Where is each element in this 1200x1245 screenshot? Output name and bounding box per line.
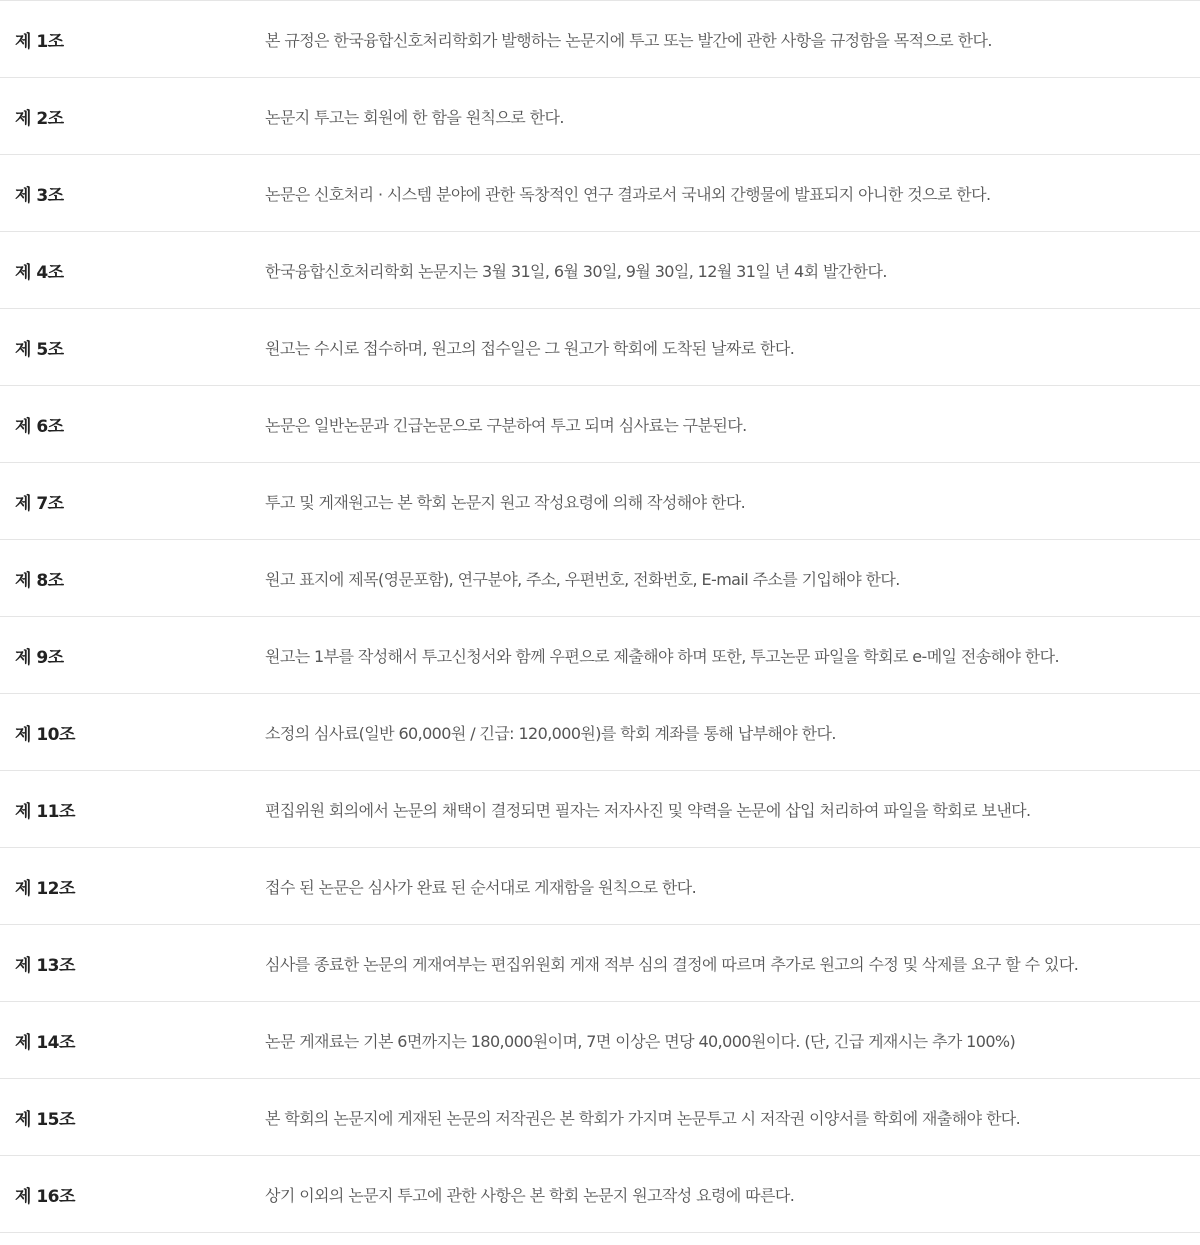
article-number: 제 5조 — [15, 339, 64, 360]
article-number: 제 16조 — [15, 1186, 75, 1207]
article-number: 제 7조 — [15, 493, 64, 514]
rule-row — [0, 1, 1200, 78]
rule-row — [0, 309, 1200, 386]
rule-row — [0, 463, 1200, 540]
article-text: 논문지 투고는 회원에 한 함을 원칙으로 한다. — [265, 107, 564, 127]
article-text: 본 규정은 한국융합신호처리학회가 발행하는 논문지에 투고 또는 발간에 관한 사항을 규정함을 목적으로 한다. — [265, 30, 992, 50]
article-number: 제 2조 — [15, 108, 64, 129]
article-number: 제 14조 — [15, 1032, 75, 1053]
article-text: 본 학회의 논문지에 게재된 논문의 저작권은 본 학회가 가지며 논문투고 시 저작권 이양서를 학회에 재출해야 한다. — [265, 1108, 1021, 1128]
rule-row — [0, 1156, 1200, 1233]
article-number: 제 6조 — [15, 416, 64, 437]
rule-row — [0, 232, 1200, 309]
article-text: 편집위원 회의에서 논문의 채택이 결정되면 필자는 저자사진 및 약력을 논문에 삽입 처리하여 파일을 학회로 보낸다. — [265, 800, 1031, 820]
rule-row — [0, 694, 1200, 771]
rule-row — [0, 1079, 1200, 1156]
article-text: 접수 된 논문은 심사가 완료 된 순서대로 게재함을 원칙으로 한다. — [265, 877, 697, 897]
article-text: 원고는 수시로 접수하며, 원고의 접수일은 그 원고가 학회에 도착된 날짜로 한다. — [265, 338, 795, 358]
article-text: 논문은 일반논문과 긴급논문으로 구분하여 투고 되며 심사료는 구분된다. — [265, 415, 747, 435]
article-text: 논문은 신호처리 · 시스템 분야에 관한 독창적인 연구 결과로서 국내외 간행물에 발표되지 아니한 것으로 한다. — [265, 184, 991, 204]
article-number: 제 15조 — [15, 1109, 75, 1130]
article-text: 소정의 심사료(일반 60,000원 / 긴급: 120,000원)를 학회 계좌를 통해 납부해야 한다. — [265, 723, 836, 743]
rule-row — [0, 848, 1200, 925]
article-number: 제 4조 — [15, 262, 64, 283]
rule-row — [0, 155, 1200, 232]
article-number: 제 10조 — [15, 724, 75, 745]
article-number: 제 3조 — [15, 185, 64, 206]
article-text: 한국융합신호처리학회 논문지는 3월 31일, 6월 30일, 9월 30일, 12월 31일 년 4회 발간한다. — [265, 261, 887, 281]
article-text: 원고는 1부를 작성해서 투고신청서와 함께 우편으로 제출해야 하며 또한, 투고논문 파일을 학회로 e-메일 전송해야 한다. — [265, 646, 1060, 666]
article-text: 논문 게재료는 기본 6면까지는 180,000원이며, 7면 이상은 면당 40,000원이다. (단, 긴급 게재시는 추가 100%) — [265, 1031, 1016, 1051]
rule-row — [0, 771, 1200, 848]
rule-row — [0, 386, 1200, 463]
article-text: 상기 이외의 논문지 투고에 관한 사항은 본 학회 논문지 원고작성 요령에 따른다. — [265, 1185, 795, 1205]
article-text: 투고 및 게재원고는 본 학회 논문지 원고 작성요령에 의해 작성해야 한다. — [265, 492, 746, 512]
rule-row — [0, 540, 1200, 617]
article-number: 제 13조 — [15, 955, 75, 976]
rule-row — [0, 617, 1200, 694]
rule-row — [0, 1002, 1200, 1079]
article-text: 원고 표지에 제목(영문포함), 연구분야, 주소, 우편번호, 전화번호, E-mail 주소를 기입해야 한다. — [265, 569, 900, 589]
article-number: 제 9조 — [15, 647, 64, 668]
article-number: 제 11조 — [15, 801, 75, 822]
article-text: 심사를 종료한 논문의 게재여부는 편집위원회 게재 적부 심의 결정에 따르며 추가로 원고의 수정 및 삭제를 요구 할 수 있다. — [265, 954, 1079, 974]
article-number: 제 12조 — [15, 878, 75, 899]
article-number: 제 1조 — [15, 31, 64, 52]
rule-row — [0, 925, 1200, 1002]
article-number: 제 8조 — [15, 570, 64, 591]
rule-row — [0, 78, 1200, 155]
